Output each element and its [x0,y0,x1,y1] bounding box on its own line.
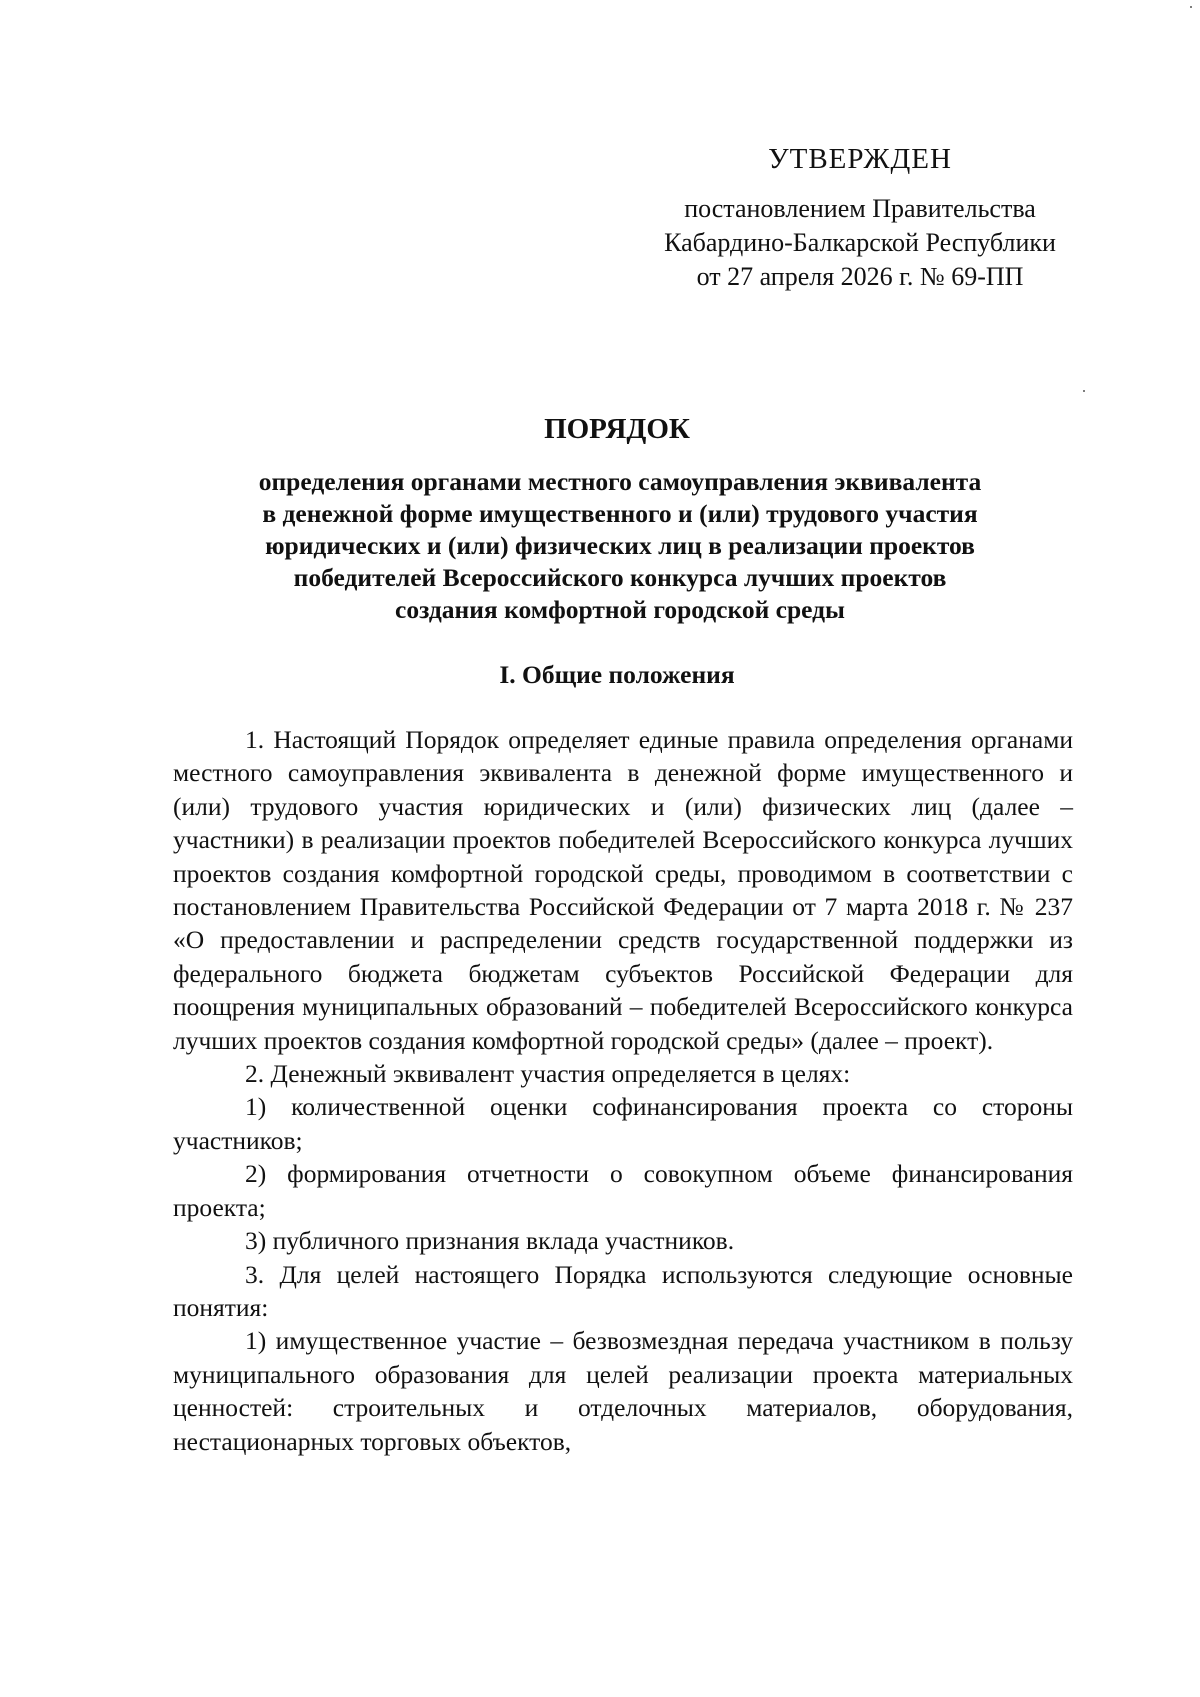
list-item: 1) количественной оценки софинансирования проекта со стороны участников; [173,1092,1073,1155]
document-body [173,723,1073,1458]
scan-speck [1083,390,1085,392]
paragraph: 1. Настоящий Порядок определяет единые правила определения органами местного самоуправления эквивалента в денежной форме имущественного и (или) трудового участия юридических и (или) физических лиц (далее – участники) в реализации проектов победителей Всероссийского конкурса лучших проектов создания комфортной городской среды, проводимом в соответствии с постановлением Правительства Российской Федерации от 7 марта 2018 г. № 237 «О предоставлении и распределении средств государственной поддержки из федерального бюджета бюджетам субъектов Российской Федерации для поощрения муниципальных образований – победителей Всероссийского конкурса лучших проектов создания комфортной городской среды» (далее – проект). [173,725,1073,1055]
document-title: ПОРЯДОК [544,413,690,445]
paragraph: 2. Денежный эквивалент участия определяется в целях: [245,1059,851,1089]
list-item: 2) формирования отчетности о совокупном объеме финансирования проекта; [173,1159,1073,1222]
paragraph: 3. Для целей настоящего Порядка используются следующие основные понятия: [173,1259,1073,1322]
approval-block [640,142,1080,294]
list-item: 3) публичного признания вклада участников. [245,1226,735,1256]
approval-line: Кабардино-Балкарской Республики [664,228,1056,257]
approval-stamp: УТВЕРЖДЕН [768,143,952,175]
approval-line: постановлением Правительства [684,194,1036,223]
scan-speck [1190,6,1192,8]
document-subtitle [170,466,1070,626]
subtitle-line: создания комфортной городской среды [395,595,845,624]
subtitle-line: определения органами местного самоуправления эквивалента [258,467,982,496]
subtitle-line: юридических и (или) физических лиц в реализации проектов [265,531,975,560]
list-item: 1) имущественное участие – безвозмездная передача участником в пользу муниципального образования для целей реализации проекта материальных ценностей: строительных и отделочных материалов, оборудования, нестационарных торговых объектов, [173,1326,1073,1456]
subtitle-line: в денежной форме имущественного и (или) трудового участия [262,499,978,528]
section-heading: I. Общие положения [499,660,735,689]
approval-line: от 27 апреля 2026 г. № 69-ПП [696,262,1024,291]
subtitle-line: победителей Всероссийского конкурса лучших проектов [293,563,947,592]
